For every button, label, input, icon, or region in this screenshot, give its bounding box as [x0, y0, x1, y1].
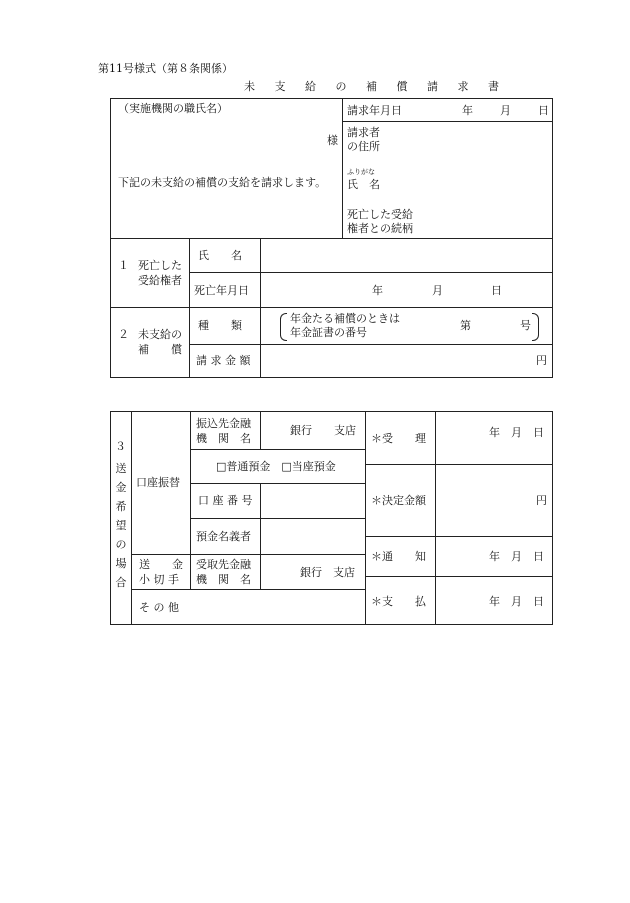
pension-note: 年金たる補償のときは	[290, 312, 400, 325]
payment-label: ＊支 払	[371, 595, 426, 608]
bank-label-2: 機 関 名	[196, 432, 251, 445]
request-statement: 下記の未支給の補償の支給を請求します。	[118, 176, 327, 189]
receiving-bank-value: 銀行 支店	[300, 566, 355, 579]
vchar: 送	[115, 462, 127, 475]
deceased-name-label: 氏 名	[198, 249, 242, 262]
notice-date: 年 月 日	[489, 550, 544, 563]
section3-number: ３	[115, 440, 126, 453]
claim-amount-label: 請 求 金 額	[196, 354, 251, 367]
deposit-type-options: □普通預金 □当座預金	[216, 460, 336, 473]
decided-amount-yen: 円	[536, 494, 547, 507]
section2-label: 未支給の	[138, 328, 182, 341]
death-month: 月	[432, 284, 443, 297]
section3-vertical-label	[114, 459, 128, 592]
remittance-check-label-2: 小 切 手	[139, 573, 179, 586]
vchar: 希	[115, 500, 127, 513]
receipt-label: ＊受 理	[371, 432, 426, 445]
relation-label: 死亡した受給	[347, 208, 413, 221]
decided-amount-label: ＊決定金額	[371, 494, 426, 507]
vchar: 望	[115, 519, 127, 532]
claimant-address-label: 請求者	[347, 126, 380, 139]
claimant-name-label: 氏 名	[347, 178, 380, 191]
request-date-day: 日	[538, 104, 549, 117]
agency-label: （実施機関の職氏名）	[118, 102, 228, 115]
bank-label: 振込先金融	[196, 417, 251, 430]
section1-label-2: 受給権者	[138, 274, 182, 287]
claim-amount-yen: 円	[536, 354, 547, 367]
pension-note-2: 年金証書の番号	[290, 326, 367, 339]
bank-value: 銀行 支店	[290, 424, 356, 437]
vchar: 合	[115, 576, 127, 589]
compensation-type-label: 種 類	[198, 319, 242, 332]
account-holder-label: 預金名義者	[196, 530, 251, 543]
death-day: 日	[491, 284, 502, 297]
remittance-check-label: 送 金	[139, 558, 183, 571]
form-title: 未 支 給 の 補 償 請 求 書	[244, 80, 507, 93]
death-year: 年	[372, 284, 383, 297]
section2-label-2: 補 償	[138, 343, 182, 356]
furigana-label: ふりがな	[347, 168, 375, 176]
form-number: 第11号様式（第８条関係）	[98, 62, 233, 75]
notice-label: ＊通 知	[371, 550, 426, 563]
receiving-bank-label: 受取先金融	[196, 558, 251, 571]
payment-date: 年 月 日	[489, 595, 544, 608]
relation-label-2: 権者との続柄	[347, 222, 413, 235]
death-date-label: 死亡年月日	[194, 284, 249, 297]
request-date-year: 年	[462, 104, 473, 117]
right-brace	[532, 313, 539, 341]
go-label: 号	[520, 319, 531, 332]
claimant-address-label-2: の住所	[347, 140, 380, 153]
left-brace	[280, 313, 287, 341]
other-label: そ の 他	[139, 601, 179, 614]
section1-label: 死亡した	[138, 259, 182, 272]
dai-label: 第	[460, 319, 471, 332]
vchar: 金	[115, 481, 127, 494]
sama-label: 様	[327, 134, 338, 147]
request-date-label: 請求年月日	[347, 104, 402, 117]
section1-number: １	[118, 259, 129, 272]
account-transfer-label: 口座振替	[136, 476, 180, 489]
receipt-date: 年 月 日	[489, 426, 544, 439]
vchar: 場	[115, 557, 127, 570]
section2-number: ２	[118, 328, 129, 341]
account-number-label: 口 座 番 号	[198, 494, 253, 507]
request-date-month: 月	[500, 104, 511, 117]
receiving-bank-label-2: 機 関 名	[196, 573, 251, 586]
vchar: の	[115, 538, 127, 551]
